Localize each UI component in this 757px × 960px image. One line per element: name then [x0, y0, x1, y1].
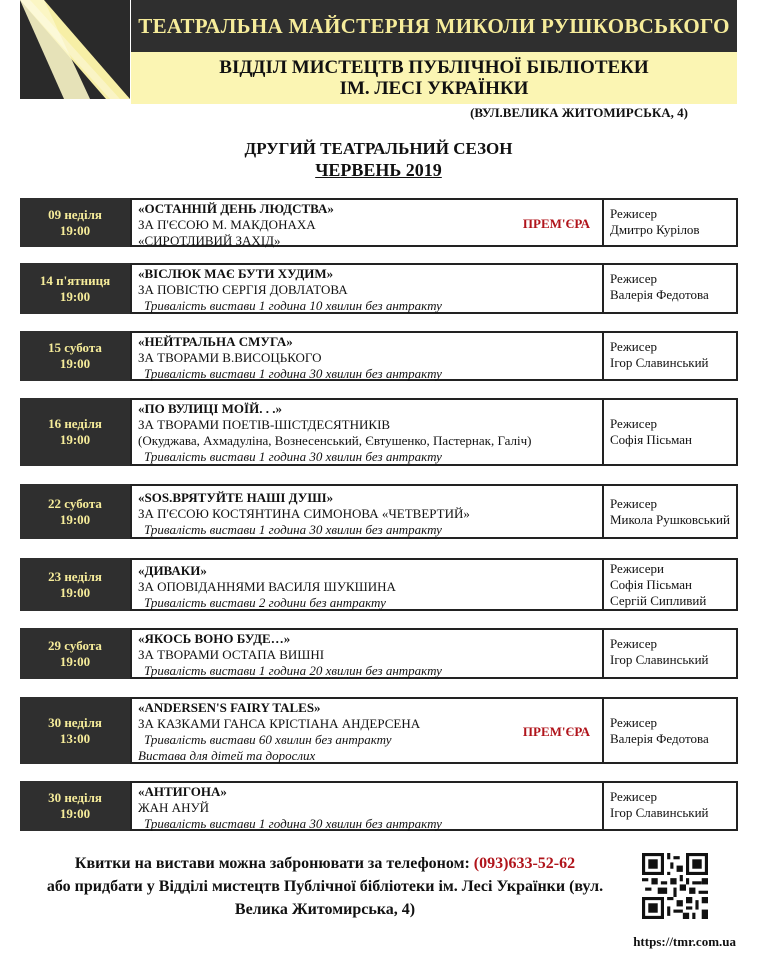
event-source-2: (Окуджава, Ахмадуліна, Вознесенський, Євтушенко, Пастернак, Галіч) [138, 433, 532, 448]
event-title: «ДИВАКИ» [138, 563, 207, 578]
event-title: «НЕЙТРАЛЬНА СМУГА» [138, 334, 293, 349]
event-title: «SOS.ВРЯТУЙТЕ НАШІ ДУШІ» [138, 490, 334, 505]
event-row [20, 331, 738, 381]
event-duration: Тривалість вистави 1 година 20 хвилин без антракту [144, 663, 442, 678]
website-link[interactable]: https://tmr.com.ua [633, 934, 736, 949]
event-row [20, 781, 738, 831]
header-title: ТЕАТРАЛЬНА МАЙСТЕРНЯ МИКОЛИ РУШКОВСЬКОГО [138, 13, 730, 38]
event-info [130, 198, 604, 247]
event-row [20, 558, 738, 611]
event-date: 22 субота 19:00 [20, 484, 130, 539]
event-director: Режисер Ігор Славинський [604, 781, 738, 831]
premiere-badge: ПРЕМ'ЄРА [522, 724, 590, 739]
event-date: 09 неділя 19:00 [20, 198, 130, 247]
event-director: Режисер Ігор Славинський [604, 331, 738, 381]
event-source-2: «СИРОТЛИВИЙ ЗАХІД» [138, 233, 281, 248]
event-source: ЗА КАЗКАМИ ГАНСА КРІСТІАНА АНДЕРСЕНА [138, 716, 421, 731]
booking-info: Квитки на вистави можна забронювати за телефоном: (093)633-52-62 або придбати у Відділі мистецтв Публічної бібліотеки ім. Лесі Українки (вул. Велика Житомирська, 4) [30, 852, 620, 921]
event-info [130, 628, 604, 679]
event-duration: Тривалість вистави 1 година 30 хвилин без антракту [144, 449, 442, 464]
event-duration: Тривалість вистави 1 година 30 хвилин без антракту [144, 366, 442, 381]
event-source: ЖАН АНУЙ [138, 800, 210, 815]
event-source: ЗА ТВОРАМИ ОСТАПА ВИШНІ [138, 647, 325, 662]
event-date: 15 субота 19:00 [20, 331, 130, 381]
event-date: 30 неділя 19:00 [20, 781, 130, 831]
event-director: Режисер Ігор Славинський [604, 628, 738, 679]
event-director: Режисери Софія Пісьман Сергій Сипливий [604, 558, 738, 611]
event-title: «ПО ВУЛИЦІ МОЇЙ. . .» [138, 401, 282, 416]
event-duration: Тривалість вистави 60 хвилин без антракту [144, 732, 392, 747]
event-director: Режисер Дмитро Курілов [604, 198, 738, 247]
event-info [130, 331, 604, 381]
event-date: 16 неділя 19:00 [20, 398, 130, 466]
header-subtitle-line1: ВІДДІЛ МИСТЕЦТВ ПУБЛІЧНОЇ БІБЛІОТЕКИ [219, 57, 649, 78]
event-row [20, 697, 738, 764]
event-row [20, 198, 738, 247]
header-subtitle-line2: ІМ. ЛЕСІ УКРАЇНКИ [339, 78, 529, 99]
event-info [130, 697, 604, 764]
event-duration: Тривалість вистави 1 година 10 хвилин без антракту [144, 298, 442, 313]
event-duration: Тривалість вистави 2 години без антракту [144, 595, 386, 610]
booking-address: або придбати у Відділі мистецтв Публічної бібліотеки ім. Лесі Українки (вул. Велика Житомирська, 4) [46, 878, 604, 918]
header-address: (ВУЛ.ВЕЛИКА ЖИТОМИРСЬКА, 4) [470, 105, 688, 120]
event-info [130, 484, 604, 539]
event-date: 23 неділя 19:00 [20, 558, 130, 611]
event-row [20, 628, 738, 679]
event-director: Режисер Валерія Федотова [604, 263, 738, 314]
event-source: ЗА ОПОВІДАННЯМИ ВАСИЛЯ ШУКШИНА [138, 579, 396, 594]
season-month: ЧЕРВЕНЬ 2019 [315, 160, 442, 180]
header-title-bar [131, 0, 737, 52]
event-row [20, 263, 738, 314]
event-title: «ANDERSEN'S FAIRY TALES» [138, 700, 321, 715]
event-info [130, 781, 604, 831]
event-row [20, 398, 738, 466]
event-date: 14 п'ятниця 19:00 [20, 263, 130, 314]
event-date: 29 субота 19:00 [20, 628, 130, 679]
event-duration: Тривалість вистави 1 година 30 хвилин без антракту [144, 522, 442, 537]
event-director: Режисер Валерія Федотова [604, 697, 738, 764]
event-source: ЗА П'ЄСОЮ КОСТЯНТИНА СИМОНОВА «ЧЕТВЕРТИЙ» [138, 506, 470, 521]
event-source: ЗА ТВОРАМИ ПОЕТІВ-ШІСТДЕСЯТНИКІВ [138, 417, 391, 432]
qr-code-icon[interactable] [642, 853, 708, 919]
event-title: «АНТИГОНА» [138, 784, 227, 799]
premiere-badge: ПРЕМ'ЄРА [522, 216, 590, 231]
event-director: Режисер Микола Рушковський [604, 484, 738, 539]
event-info [130, 263, 604, 314]
event-duration: Тривалість вистави 1 година 30 хвилин без антракту [144, 816, 442, 831]
event-note: Вистава для дітей та дорослих [138, 748, 316, 763]
season-title: ДРУГИЙ ТЕАТРАЛЬНИЙ СЕЗОН [244, 139, 513, 158]
event-director: Режисер Софія Пісьман [604, 398, 738, 466]
event-title: «ОСТАННІЙ ДЕНЬ ЛЮДСТВА» [138, 201, 334, 216]
event-title: «ЯКОСЬ ВОНО БУДЕ…» [138, 631, 291, 646]
event-title: «ВІСЛЮК МАЄ БУТИ ХУДИМ» [138, 266, 334, 281]
event-source: ЗА ПОВІСТЮ СЕРГІЯ ДОВЛАТОВА [138, 282, 348, 297]
event-row [20, 484, 738, 539]
header-subtitle-bar [131, 52, 737, 104]
event-date: 30 неділя 13:00 [20, 697, 130, 764]
booking-phone[interactable]: (093)633-52-62 [473, 855, 576, 872]
event-source: ЗА П'ЄСОЮ М. МАКДОНАХА [138, 217, 316, 232]
event-info [130, 398, 604, 466]
event-source: ЗА ТВОРАМИ В.ВИСОЦЬКОГО [138, 350, 322, 365]
event-info [130, 558, 604, 611]
logo [20, 0, 130, 99]
